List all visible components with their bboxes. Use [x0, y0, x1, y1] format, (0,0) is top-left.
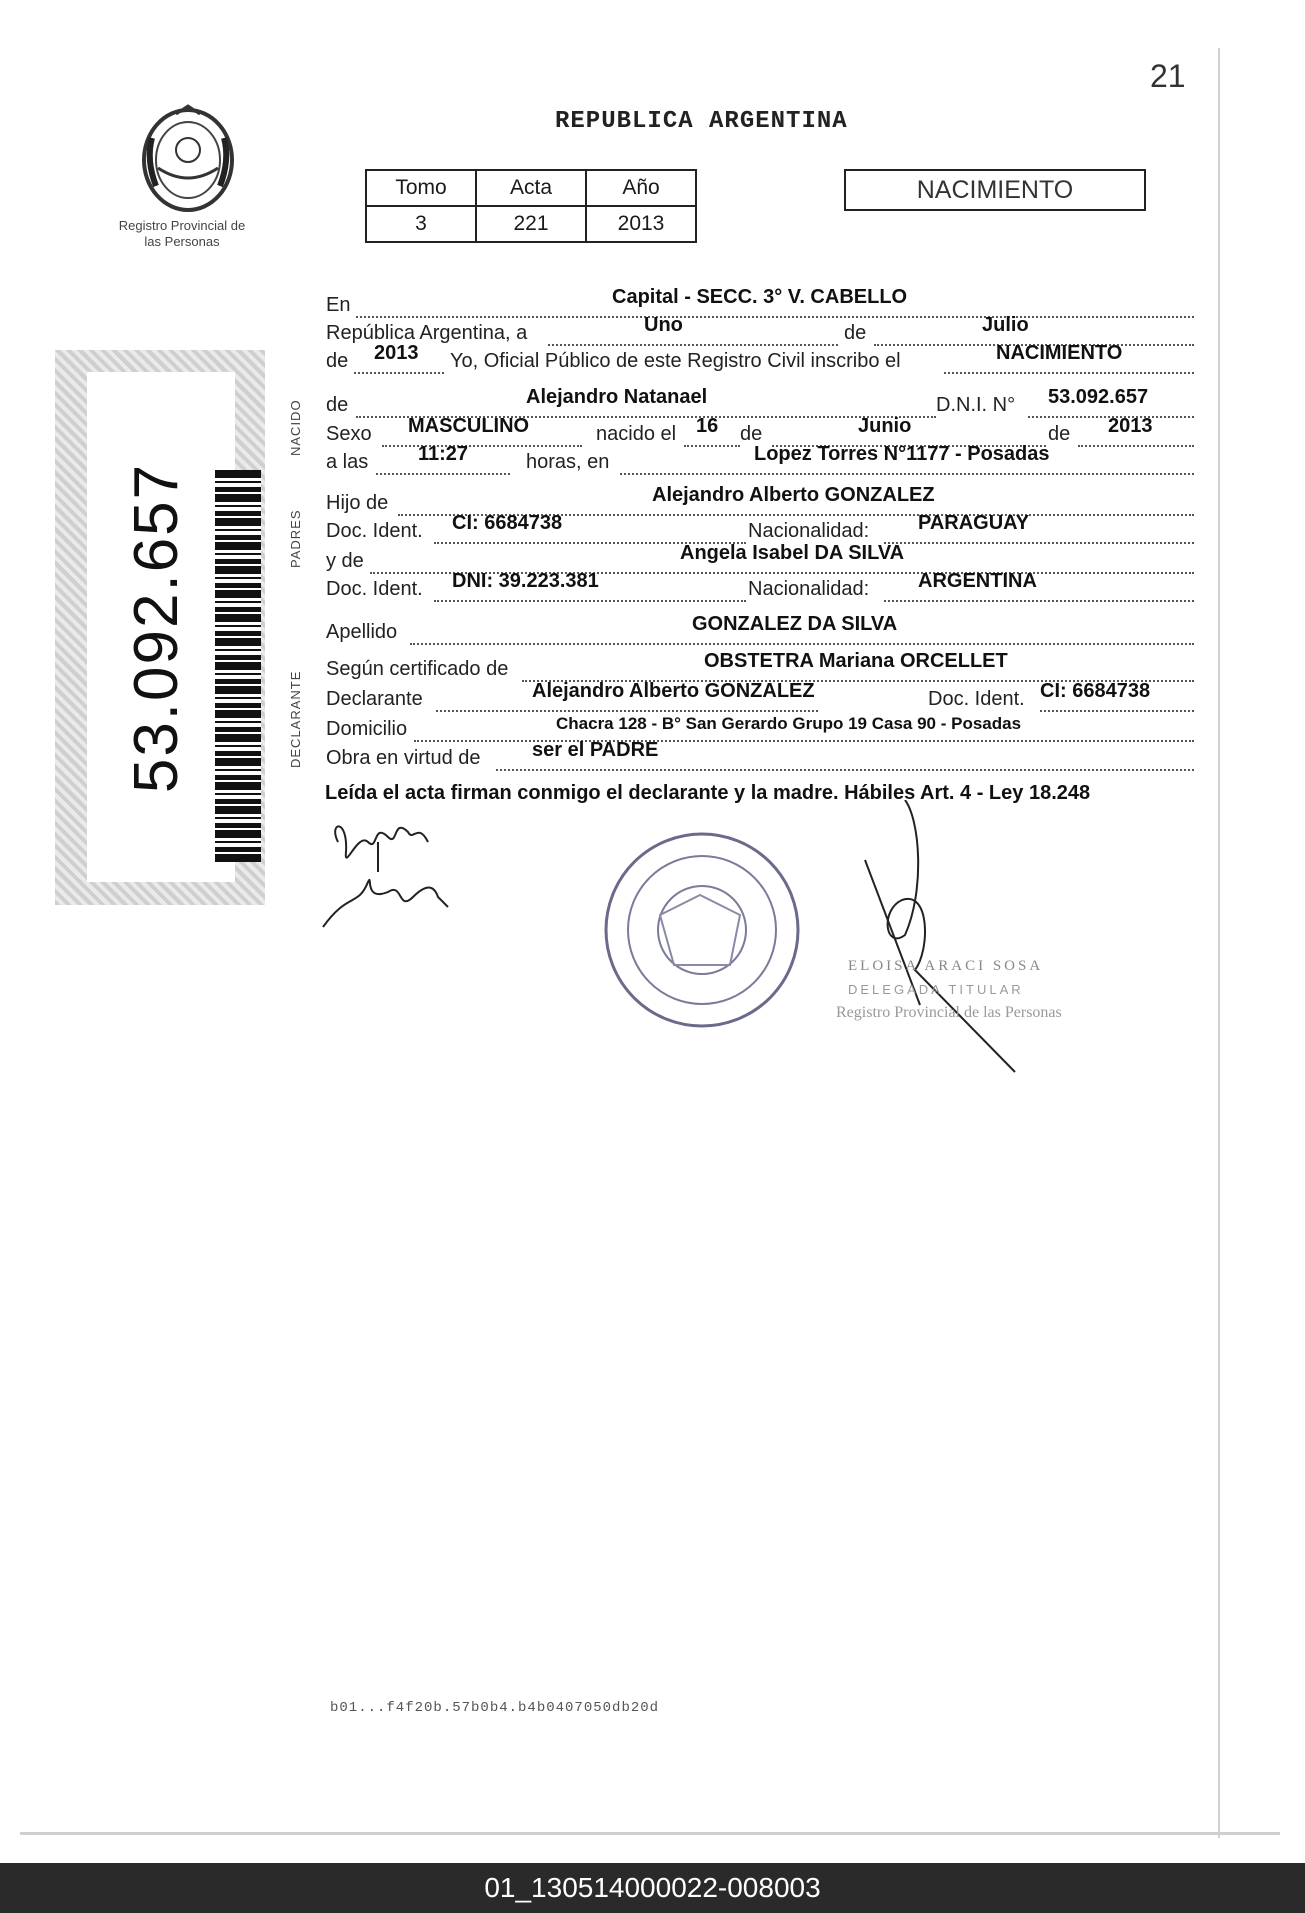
section-nacido-label: NACIDO [288, 399, 303, 456]
page-number: 21 [1150, 58, 1186, 94]
header-acta: Acta [476, 170, 586, 206]
signer-org: Registro Provincial de las Personas [836, 1004, 1062, 1021]
obra-value: ser el PADRE [532, 739, 659, 761]
lugar-value: Lopez Torres N°1177 - Posadas [754, 443, 1050, 465]
sexo-value: MASCULINO [408, 415, 530, 437]
barcode-card [55, 350, 265, 905]
header-tomo: Tomo [366, 170, 476, 206]
nacido-mes-value: Junio [858, 415, 912, 437]
domicilio-value: Chacra 128 - B° San Gerardo Grupo 19 Casa 90 - Posadas [556, 714, 1022, 733]
official-stamp [600, 825, 805, 1035]
padre-doc-value: CI: 6684738 [452, 512, 563, 534]
record-type-box: NACIMIENTO [844, 169, 1146, 211]
field-apellido: Apellido GONZALEZ DA SILVA [326, 619, 1196, 647]
document-hash: b01...f4f20b.57b0b4.b4b0407050db20d [330, 1700, 660, 1716]
padre-nac-value: PARAGUAY [918, 512, 1030, 534]
value-tomo: 3 [366, 206, 476, 242]
barcode-bars [215, 470, 261, 862]
oficial-value: NACIMIENTO [996, 342, 1123, 364]
field-anio-oficial: de 2013 Yo, Oficial Público de este Registro Civil inscribo el NACIMIENTO [326, 348, 1196, 376]
page-edge-right [1218, 48, 1220, 1838]
field-padre-doc-nac: Doc. Ident. CI: 6684738 Nacionalidad: PARAGUAY [326, 518, 1196, 546]
signer-name: ELOISA ARACI SOSA [848, 958, 1044, 974]
field-padre: Hijo de Alejandro Alberto GONZALEZ [326, 490, 1196, 518]
section-padres-label: PADRES [288, 509, 303, 568]
certificado-value: OBSTETRA Mariana ORCELLET [704, 650, 1008, 672]
registrar-signature [860, 800, 1035, 1075]
padre-value: Alejandro Alberto GONZALEZ [652, 484, 935, 506]
section-declarante-label: DECLARANTE [288, 670, 303, 768]
handwritten-signatures [318, 812, 468, 937]
hora-value: 11:27 [418, 443, 469, 465]
field-sexo-nacimiento: Sexo MASCULINO nacido el 16 de Junio de 2013 [326, 421, 1196, 449]
dni-value: 53.092.657 [1048, 386, 1149, 408]
field-certificado: Según certificado de OBSTETRA Mariana ORCELLET [326, 656, 1196, 684]
field-madre: y de Angela Isabel DA SILVA [326, 548, 1196, 576]
field-nombre-dni: de Alejandro Natanael D.N.I. N° 53.092.657 [326, 392, 1196, 420]
declarante-doc-value: CI: 6684738 [1040, 680, 1151, 702]
field-obra: Obra en virtud de ser el PADRE [326, 745, 1196, 773]
record-table [365, 169, 697, 243]
mes-value: Julio [982, 314, 1029, 336]
barcode-inner [87, 372, 235, 882]
field-republica: República Argentina, a Uno de Julio [326, 320, 1196, 348]
page-edge-bottom [20, 1832, 1280, 1835]
field-declarante: Declarante Alejandro Alberto GONZALEZ Doc. Ident. CI: 6684738 [326, 686, 1196, 714]
anio-value: 2013 [374, 342, 419, 364]
en-value: Capital - SECC. 3° V. CABELLO [612, 286, 908, 308]
madre-nac-value: ARGENTINA [918, 570, 1037, 592]
value-anio: 2013 [586, 206, 696, 242]
value-acta: 221 [476, 206, 586, 242]
signer-role: DELEGADA TITULAR [848, 982, 1024, 997]
footer-id-bar: 01_130514000022-008003 [0, 1863, 1305, 1913]
apellido-value: GONZALEZ DA SILVA [692, 613, 898, 635]
field-domicilio: Domicilio Chacra 128 - B° San Gerardo Grupo 19 Casa 90 - Posadas [326, 716, 1196, 744]
barcode-number: 53.092.657 [122, 462, 191, 794]
field-lugar: horas, en Lopez Torres N°1177 - Posadas [526, 449, 1196, 477]
registry-label: Registro Provincial de las Personas [118, 218, 246, 249]
declarante-value: Alejandro Alberto GONZALEZ [532, 680, 815, 702]
madre-doc-value: DNI: 39.223.381 [452, 570, 599, 592]
field-hora-lugar: a las 11:27 [326, 449, 1196, 477]
nacido-anio-value: 2013 [1108, 415, 1153, 437]
republica-value: Uno [644, 314, 683, 336]
madre-value: Angela Isabel DA SILVA [680, 542, 905, 564]
field-en: En Capital - SECC. 3° V. CABELLO [326, 292, 1196, 320]
closing-text: Leída el acta firman conmigo el declarante y la madre. Hábiles Art. 4 - Ley 18.248 [325, 782, 1091, 804]
document-title: REPUBLICA ARGENTINA [555, 108, 848, 135]
header-anio: Año [586, 170, 696, 206]
nombre-value: Alejandro Natanael [526, 386, 708, 408]
nacido-dia-value: 16 [696, 415, 719, 437]
provincial-seal-logo [128, 98, 248, 218]
field-madre-doc-nac: Doc. Ident. DNI: 39.223.381 Nacionalidad: ARGENTINA [326, 576, 1196, 604]
